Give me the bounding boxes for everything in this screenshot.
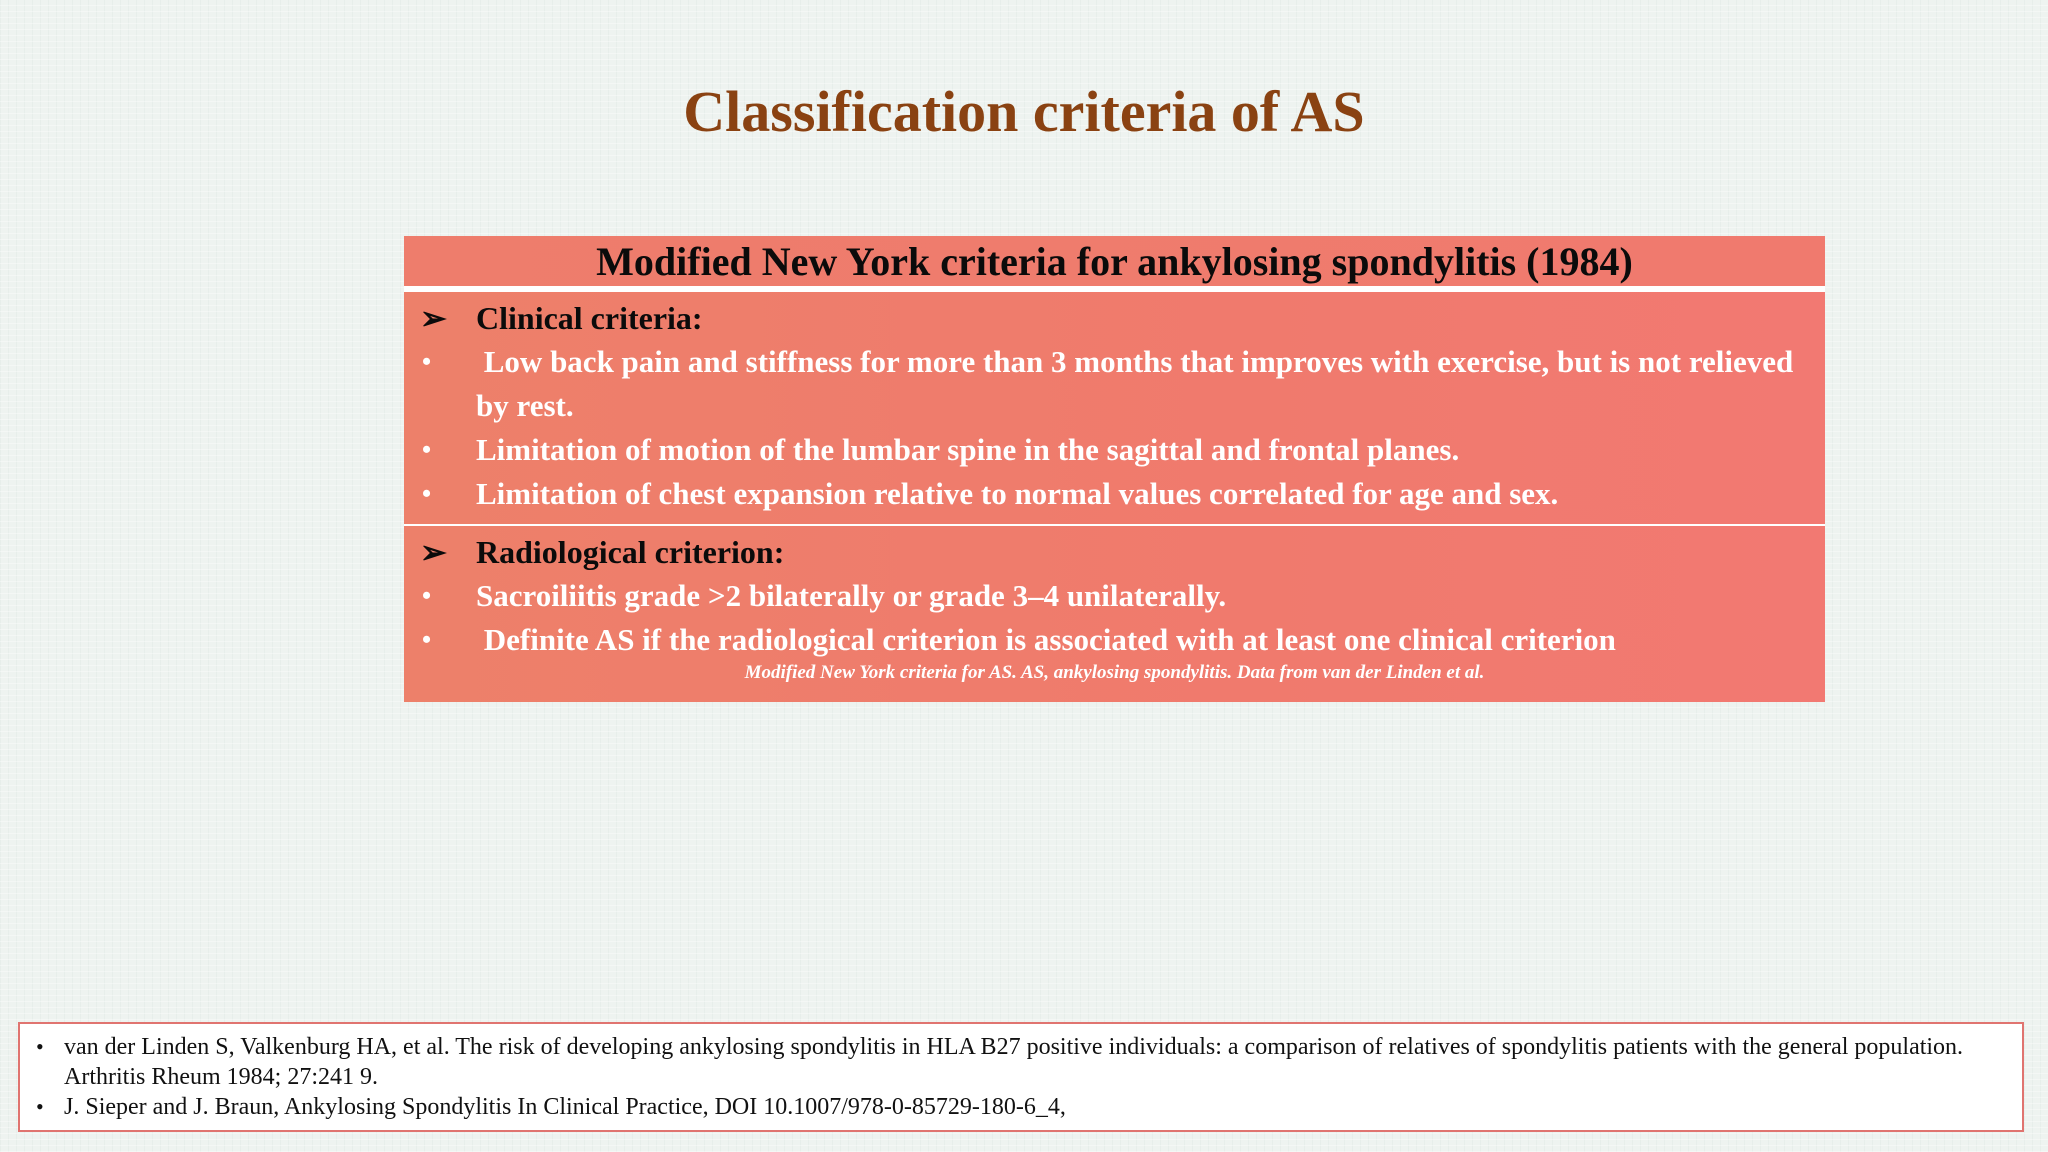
reference-text: van der Linden S, Valkenburg HA, et al. The risk of developing ankylosing spondylitis in HLA B27 positive individuals: a comparison of relatives of spondylitis patients with the general population. Arthritis Rheum 1984; 27:241 9.: [64, 1034, 1964, 1090]
reference-item: [34, 1092, 2006, 1122]
heading-label: Clinical criteria:: [476, 300, 703, 336]
radiological-criterion-heading: [414, 530, 1815, 574]
references-box: [18, 1022, 2024, 1132]
table-caption: Modified New York criteria for AS. AS, ankylosing spondylitis. Data from van der Linden et al.: [744, 662, 1485, 683]
clinical-criteria-heading: [414, 296, 1815, 340]
list-item: [414, 472, 1815, 516]
list-item: [414, 428, 1815, 472]
bullet-icon: •: [36, 1094, 44, 1119]
bullet-icon: •: [422, 435, 432, 464]
list-item: [414, 618, 1815, 662]
radiological-criterion-section: [404, 526, 1825, 702]
reference-item: [34, 1032, 2006, 1092]
list-item: [414, 340, 1815, 428]
list-item: [414, 574, 1815, 618]
list-item-text: Limitation of motion of the lumbar spine in the sagittal and frontal planes.: [476, 432, 1460, 467]
arrow-bullet-icon: ➢: [420, 534, 447, 570]
bullet-icon: •: [422, 347, 432, 376]
list-item-text: Limitation of chest expansion relative to normal values correlated for age and sex.: [476, 476, 1559, 511]
bullet-icon: •: [422, 479, 432, 508]
heading-label: Radiological criterion:: [476, 534, 785, 570]
table-header: Modified New York criteria for ankylosing spondylitis (1984): [404, 236, 1825, 286]
reference-text: J. Sieper and J. Braun, Ankylosing Spondylitis In Clinical Practice, DOI 10.1007/978-0-85729-180-6_4,: [64, 1094, 1066, 1120]
clinical-criteria-section: [404, 292, 1825, 524]
list-item-text: Low back pain and stiffness for more than 3 months that improves with exercise, but is not relieved by rest.: [476, 344, 1802, 423]
bullet-icon: •: [422, 625, 432, 654]
list-item-text: Sacroiliitis grade >2 bilaterally or grade 3–4 unilaterally.: [476, 578, 1227, 613]
bullet-icon: •: [422, 581, 432, 610]
criteria-table: [404, 236, 1825, 702]
arrow-bullet-icon: ➢: [420, 300, 447, 336]
bullet-icon: •: [36, 1034, 44, 1059]
slide-title: Classification criteria of AS: [683, 79, 1365, 144]
list-item-text: Definite AS if the radiological criterion is associated with at least one clinical criterion: [476, 622, 1616, 657]
